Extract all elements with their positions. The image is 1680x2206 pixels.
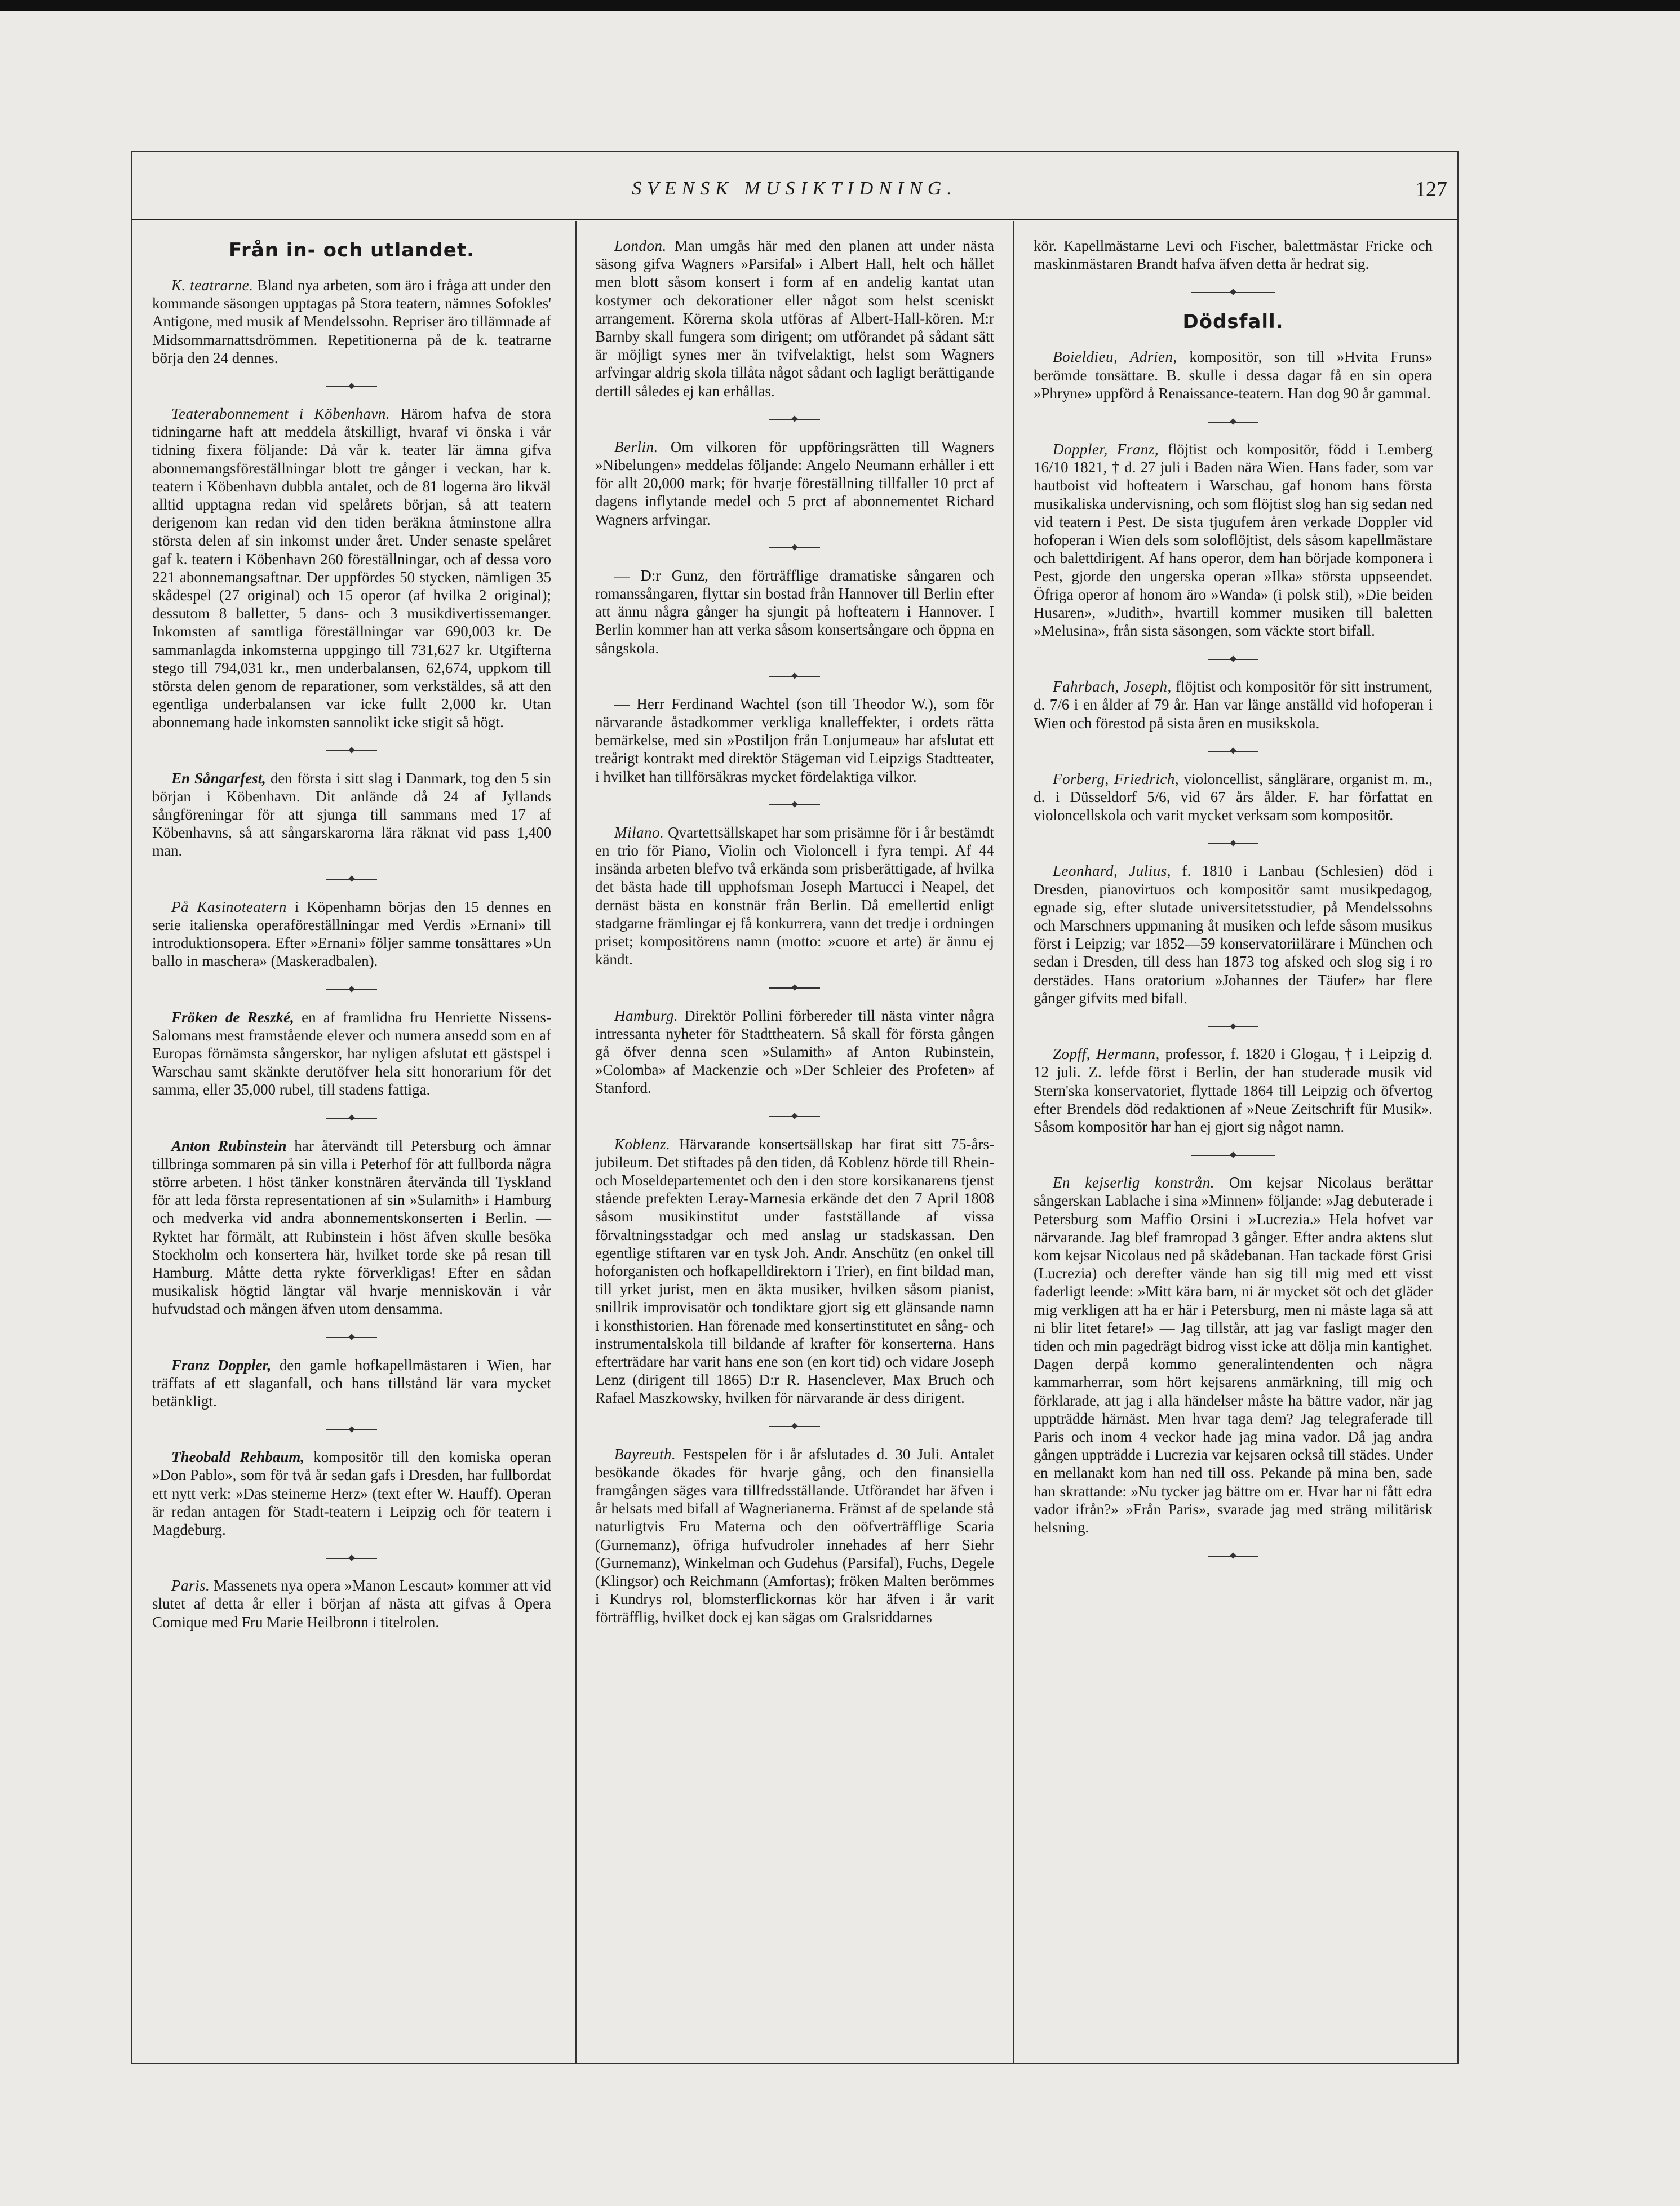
article-lead: — Herr Ferdinand Wachtel	[614, 695, 790, 712]
article-lead: Fahrbach, Joseph,	[1053, 678, 1172, 696]
ornament-divider	[595, 799, 994, 810]
article-franz-doppler	[152, 1356, 551, 1411]
article-sangarfest	[152, 769, 551, 860]
obituary-zopff	[1034, 1045, 1433, 1136]
article-lead: Koblenz.	[614, 1135, 671, 1153]
column-2	[595, 237, 994, 1644]
ornament-divider	[1034, 1149, 1433, 1160]
article-lead: Boieldieu, Adrien,	[1053, 348, 1177, 366]
ornament-divider	[595, 982, 994, 993]
header-rule	[132, 219, 1457, 220]
article-lead: Milano.	[614, 823, 664, 841]
ornament-divider	[1034, 653, 1433, 664]
article-text: den förträfflige dramatiske sångaren och romanssångaren, flyttar sin bostad från Hannover till Berlin efter att ännu några gånger ha sjungit på hofteatern i Hannover. I Berlin kommer han att verka såsom konsertsångare och öppna en sångskola.	[595, 566, 994, 657]
ornament-divider	[152, 1113, 551, 1123]
ornament-divider	[152, 745, 551, 756]
article-lead: K. teatrarne.	[171, 277, 254, 294]
article-lead: Forberg, Friedrich,	[1053, 770, 1180, 787]
article-lead: En Sångarfest,	[171, 769, 266, 787]
article-text: kompositör till den komiska operan »Don Pablo», som för två år sedan gafs i Dresden, har fullbordat ett nytt verk: »Das steinerne Herz» (text efter W. Hauff). Operan är redan antagen för Stadt-teatern i Leipzig och för teatern i Magdeburg.	[152, 1448, 551, 1538]
ornament-divider	[1034, 746, 1433, 756]
article-kasinoteatern	[152, 898, 551, 971]
ornament-divider	[595, 414, 994, 424]
article-lead: Doppler, Franz,	[1053, 441, 1159, 458]
ornament-divider	[1034, 1021, 1433, 1031]
article-milano	[595, 823, 994, 969]
ornament-divider	[152, 1332, 551, 1343]
ornament-divider	[152, 874, 551, 884]
article-teaterabonnement	[152, 405, 551, 732]
article-reszke	[152, 1008, 551, 1099]
article-text: den gamle hofkapellmästaren i Wien, har träffats af ett slaganfall, och hans tillstånd lär vara mycket betänkligt.	[152, 1356, 551, 1410]
article-lead: Leonhard, Julius,	[1053, 862, 1171, 880]
article-text: flöjtist och kompositör, född i Lemberg 16/10 1821, † d. 27 juli i Baden nära Wien. Hans fader, som var hautboist vid hofteatern i Warschau, gaf honom hans första musikaliska undervisning, och som flöjtist slog han sig sedan ned vid teatern i Pest. De sista tjugufem åren verkade Doppler vid hofoperan i Wien dels som soloflöjtist, dels såsom kapellmästare och balettdirigent. Af hans operor, dem han började komponera i Pest, gjorde den ungerska operan »Ilka» största uppseendet. Öfriga operor af honom äro »Wanda» (i polsk stil), »Die beiden Husaren», »Judith», hvartill kommer musiken till baletten »Melusina», från sista säsongen, som väckte stort bifall.	[1034, 441, 1433, 640]
article-lead: Fröken de Reszké,	[171, 1008, 294, 1026]
article-text: violoncellist, sånglärare, organist m. m., d. i Düsseldorf 5/6, vid 67 års ålder. F. har författat en violoncellskola och varit mycket verksam som kompositör.	[1034, 770, 1433, 824]
article-text: har återvändt till Petersburg och ämnar tillbringa sommaren på sin villa i Peterhof för att fullborda några större arbeten. I höst tänker konstnären återvända till Tyskland för att leda första representationen af sin »Sulamith» i Hamburg och medverka vid andra abonnementskonserten i Berlin. — Ryktet har förmält, att Rubinstein i höst äfven skulle besöka Stockholm och konsertera här, hvilket torde ske på resan till Hamburg. Måtte detta rykte förverkligas! Efter en sådan musikalisk högtid längtar väl hvarje menniskovän i vår hufvudstad och mången äfven utom densamma.	[152, 1137, 551, 1318]
article-text: Härvarande konsertsällskap har firat sitt 75-års-jubileum. Det stiftades på den tiden, då Koblenz hörde till Rhein- och Moseldepartementet och den i den store korsikanarens tjenst stående prefekten Leray-Marnesia erkände det den 7 April 1808 såsom musikinstitut under fastställande af vissa förvaltningsstadgar och med anslag ur stadskassan. Den egentlige stiftaren var en tysk Joh. Andr. Anschütz (en onkel till hoforganisten och hofkapelldirektorn i Trier), en fint bildad man, till yrket jurist, men en äkta musiker, hvilken såsom pianist, snillrik improvisatör och tondiktare gjort sig ett glänsande namn i konsthistorien. Han förenade med konsertinstitutet en sång- och instrumentalskola till bildande af krafter för konserterna. Hans efterträdare har varit hans ene son (en kort tid) och vidare Joseph Lenz (dirigent till 1865) D:r R. Hasenclever, Max Bruch och Rafael Maszkowsky, hvilken för närvarande är dess dirigent.	[595, 1135, 994, 1407]
article-lead: Berlin.	[614, 438, 658, 455]
article-text: Qvartettsällskapet har som prisämne för i år bestämdt en trio för Piano, Violin och Violoncell i fyra tempi. Af 44 insända arbeten blefvo två erkända som prisberättigade, af hvilka det bästa hade till upphofsman Joseph Martucci i Neapel, det dernäst bästa en konstnär från Berlin. Då emellertid enligt stadgarne främlingar ej få konkurrera, vann det tredje i ordningen priset; kompositörens namn (motto: »cuore et arte) är ännu ej kändt.	[595, 823, 994, 968]
obituary-forberg	[1034, 770, 1433, 825]
running-title: SVENSK MUSIKTIDNING.	[632, 178, 958, 199]
article-text: flöjtist och kompositör för sitt instrument, d. 7/6 i en ålder af 79 år. Han var länge anställd vid hofoperan i Wien och förestod på sista åren en musikskola.	[1034, 678, 1433, 732]
article-text: Härom hafva de stora tidningarne haft att meddela åtskilligt, hvaraf vi önska i vår tidning fixera följande: Då vår k. teater lär ämna gifva abonnemangsföreställningar blott tre gånger i veckan, har k. teatern i Köbenhavn dubbla antalet, och de 81 logerna äro likväl alltid upptagna redan vid spelårets början, så att teatern derigenom kan redan vid den tiden beräkna åtminstone allra största delen af sin inkomst under året. Under senaste spelåret gaf k. teatern i Köbenhavn 260 föreställningar, och af dessa voro 221 abonnemangsaftnar. Der uppfördes 50 stycken, nämligen 35 skådespel (27 original) och 15 operor (af hvilka 2 original); dessutom 8 balletter, 5 dans- och 3 musikdivertissemanger. Inkomsten af samtliga föreställningar var 690,003 kr. De sammanlagda inkomsterna uppgingo till 731,627 kr. Utgifterna stego till 794,031 kr., men underbalansen, 62,674, uppkom till största delen genom de reparationer, som verkstäldes, så att den egentliga underbalansen var icke fullt 2,000 kr. Utan abonnemang hade inkomsten sannolikt icke stigit så högt.	[152, 405, 551, 731]
article-bayreuth-continued	[1034, 237, 1433, 273]
article-text: Man umgås här med den planen att under nästa säsong gifva Wagners »Parsifal» i Albert Hall, helt och hållet men blott såsom konsert i form af en andelig kantat utan kostymer och dekorationer eller något som helst sceniskt arrangement. Körerna skola utföras af Albert-Hall-kören. M:r Barnby skall fungera som dirigent; om utförandet på sådant sätt är möjligt synes mer än tvifvelaktigt, helst som Wagners arfvingar aldrig skola tillåta något sådant och lagligt berättigande dertill således ej kan erhållas.	[595, 237, 994, 400]
article-lead: Zopff, Hermann,	[1053, 1046, 1160, 1063]
ornament-divider	[595, 1111, 994, 1122]
ornament-divider	[595, 1421, 994, 1432]
obituary-doppler	[1034, 440, 1433, 640]
article-text: den första i sitt slag i Danmark, tog den 5 sin början i Köbenhavn. Dit anlände då 24 af Jyllands sångföreningar för att sjunga till sammans med 17 af Köbenhavns, så att sångarskarorna lära räknat vid pass 1,400 man.	[152, 769, 551, 860]
article-kejserlig-konstran	[1034, 1173, 1433, 1536]
column-3	[1034, 237, 1433, 1574]
article-text: (son till Theodor W.), som för närvarande åstadkommer verkliga knalleffekter, i ordets rätta bemärkelse, med sin »Postiljon från Lonjumeau» har afslutat ett treårigt kontrakt med direktör Stägeman vid Leipzigs Stadtteater, i hvilket han tillförsäkras mycket fördelaktiga vilkor.	[595, 695, 995, 785]
ornament-divider	[152, 1424, 551, 1434]
article-berlin	[595, 438, 994, 529]
article-text: professor, f. 1820 i Glogau, † i Leipzig d. 12 juli. Z. lefde först i Berlin, der han studerade musik vid Stern'ska konservatoriet, flyttade 1864 till Leipzig och öfvertog efter Brendels död redaktionen af »Neue Zeitschrift für Musik». Såsom kompositör har han ej gjort sig något namn.	[1034, 1046, 1433, 1135]
article-gunz	[595, 566, 994, 657]
article-lead: London.	[614, 237, 667, 254]
article-bayreuth	[595, 1445, 994, 1627]
article-lead: På Kasinoteatern	[171, 898, 287, 915]
article-lead: Bayreuth.	[614, 1445, 676, 1463]
page-frame	[131, 151, 1459, 2064]
article-text: Om kejsar Nicolaus berättar sångerskan Lablache i sina »Minnen» följande: »Jag debuterade i Petersburg som Maffio Orsini i »Lucrezia.» Hela hofvet var närvarande. Jag blef framropad 3 gånger. Efter andra aktens slut kom kejsar Nicolaus ned på skådebanan. Han tackade först Grisi (Lucrezia) och derefter vände han sig till mig med ett visst faderligt leende: »Mitt kära barn, ni är mycket söt och det gläder mig verkligen att ha er här i Petersburg, men ni måste laga så att ni blir litet fetare!» — Jag tillstår, att jag var fasligt mager den tiden och min pagedrägt bidrog visst icke att dölja min kantighet. Dagen derpå kommo generalintendenten och några kammarherrar, som hört kejsarens anmärkning, till mig och förklarade, att jag i alla händelser måste ha bättre vador, när jag uppträdde härnäst. Men hvar taga dem? Jag telegraferade till Paris och inom 4 veckor hade jag mina vador. Då jag andra gången uppträdde i Lucrezia var kejsaren också till städes. Under en mellanakt kom han ned till oss. Pekande på mina ben, sade han skrattande: »Nu tycker jag bättre om er. Hvar har ni fått edra vador ifrån?» »Från Paris», svarade jag med sträng militärisk helsning.	[1034, 1174, 1433, 1536]
ornament-divider	[152, 1552, 551, 1563]
article-text: en af framlidna fru Henriette Nissens-Salomans mest framstående elever och numera ansedd som en af Europas förnämsta sångerskor, har nyligen afslutat ett gästspel i Warschau samt skänkte derutöfver hela sitt honorarium för det samma, eller 35,000 rubel, till stadens fattiga.	[152, 1008, 551, 1098]
ornament-divider	[595, 671, 994, 681]
article-london	[595, 237, 994, 400]
article-hamburg	[595, 1007, 994, 1097]
article-paris	[152, 1576, 551, 1631]
column-1	[152, 237, 551, 1648]
section-heading-obituaries: Dödsfall.	[1182, 311, 1284, 334]
article-text: Direktör Pollini förbereder till nästa vinter några intressanta nyheter för Stadttheatern. Så skall för första gången gå öfver denna scen »Sulamith» af Anton Rubinstein, »Colomba» af Mackenzie och »Der Schleier des Profeten» af Stanford.	[595, 1007, 994, 1097]
article-lead: — D:r Gunz,	[614, 566, 708, 584]
column-divider-2	[1013, 221, 1014, 2063]
article-wachtel	[595, 695, 994, 786]
section-heading-news: Från in- och utlandet.	[229, 239, 475, 262]
ornament-divider	[1034, 286, 1433, 297]
obituary-leonhard	[1034, 862, 1433, 1007]
obituary-fahrbach	[1034, 677, 1433, 732]
obituary-boieldieu	[1034, 348, 1433, 402]
article-text: Om vilkoren för uppföringsrätten till Wagners »Nibelungen» meddelas följande: Angelo Neumann erhåller i ett för allt 20,000 mark; för hvarje föreställning tillfaller 10 prct af dagens inflytande medel och 5 prct af abonnementet Richard Wagners arfvingar.	[595, 438, 994, 528]
scan-top-edge	[0, 0, 1680, 11]
ornament-divider	[1034, 416, 1433, 427]
ornament-divider	[152, 984, 551, 995]
ornament-divider-end	[1034, 1550, 1433, 1561]
article-rubinstein	[152, 1137, 551, 1318]
article-lead: Teaterabonnement i Köbenhavn.	[171, 405, 391, 423]
page-number: 127	[1415, 178, 1447, 201]
article-lead: Theobald Rehbaum,	[171, 1448, 304, 1466]
article-k-teatrarne	[152, 276, 551, 367]
article-lead: Franz Doppler,	[171, 1356, 272, 1374]
article-rehbaum	[152, 1448, 551, 1539]
article-text: f. 1810 i Lanbau (Schlesien) död i Dresden, pianovirtuos och kompositör samt musikpedagog, egnade sig, efter slutade universitetsstudier, på Mendelssohns och Marschners uppmaning åt musiken och lefde såsom musikus först i Leipzig; var 1852—59 konservatoriilärare i München och sedan i Dresden, till dess han 1873 tog afsked och slog sig i ro derstädes. Hans oratorium »Johannes der Täufer» har flere gånger gifvits med bifall.	[1034, 862, 1433, 1007]
ornament-divider	[152, 380, 551, 391]
article-text: i Köpenhamn börjas den 15 dennes en serie italienska operaföreställningar med Verdis »Ernani» till introduktionsopera. Efter »Ernani» följer samme tonsättares »Un ballo in maschera» (Maskeradbalen).	[152, 898, 551, 970]
article-lead: Paris.	[171, 1577, 210, 1594]
article-koblenz	[595, 1135, 994, 1407]
ornament-divider	[1034, 838, 1433, 848]
article-text: Bland nya arbeten, som äro i fråga att under den kommande säsongen upptagas på Stora teatern, nämnes Sofokles' Antigone, med musik af Mendelssohn. Repriser äro tillämnade af Midsommarnattsdrömmen. Repetitionerna på de k. teatrarne börja den 24 dennes.	[152, 277, 551, 366]
column-divider-1	[575, 221, 577, 2063]
article-lead: Hamburg.	[614, 1007, 679, 1024]
article-lead: En kejserlig konstrån.	[1053, 1174, 1215, 1191]
article-text: kör. Kapellmästarne Levi och Fischer, balettmästar Fricke och maskinmästaren Brandt hafva äfven detta år hedrat sig.	[1034, 237, 1433, 273]
ornament-divider	[595, 542, 994, 553]
article-text: Massenets nya opera »Manon Lescaut» kommer att vid slutet af detta år eller i början af nästa att gifvas å Opera Comique med Fru Marie Heilbronn i titelrolen.	[152, 1577, 551, 1631]
page-header	[132, 152, 1457, 219]
article-lead: Anton Rubinstein	[171, 1137, 287, 1154]
article-text: kompositör, son till »Hvita Fruns» berömde tonsättare. B. skulle i dessa dagar få en sin opera »Phryne» uppförd å Renaissance-teatern. Han dog 90 år gammal.	[1034, 348, 1433, 402]
article-text: Festspelen för i år afslutades d. 30 Juli. Antalet besökande ökades för hvarje gång, och den finansiella framgången säges vara tillfredsställande. Utförandet har äfven i år helsats med bifall af Wagnerianerna. Främst af de spelande stå naturligtvis Fru Materna och den oöfverträfflige Scaria (Gurnemanz), öfriga hufvudroler innehades af herr Siehr (Gurnemanz), Winkelman och Gudehus (Parsifal), Fuchs, Degele (Klingsor) och Reichmann (Amfortas); fröken Malten berömmes i Kundrys rol, blomsterflickornas kör har äfven i år varit förträfflig, hvilket dock ej kan sägas om Gralsriddarnes	[595, 1445, 994, 1626]
